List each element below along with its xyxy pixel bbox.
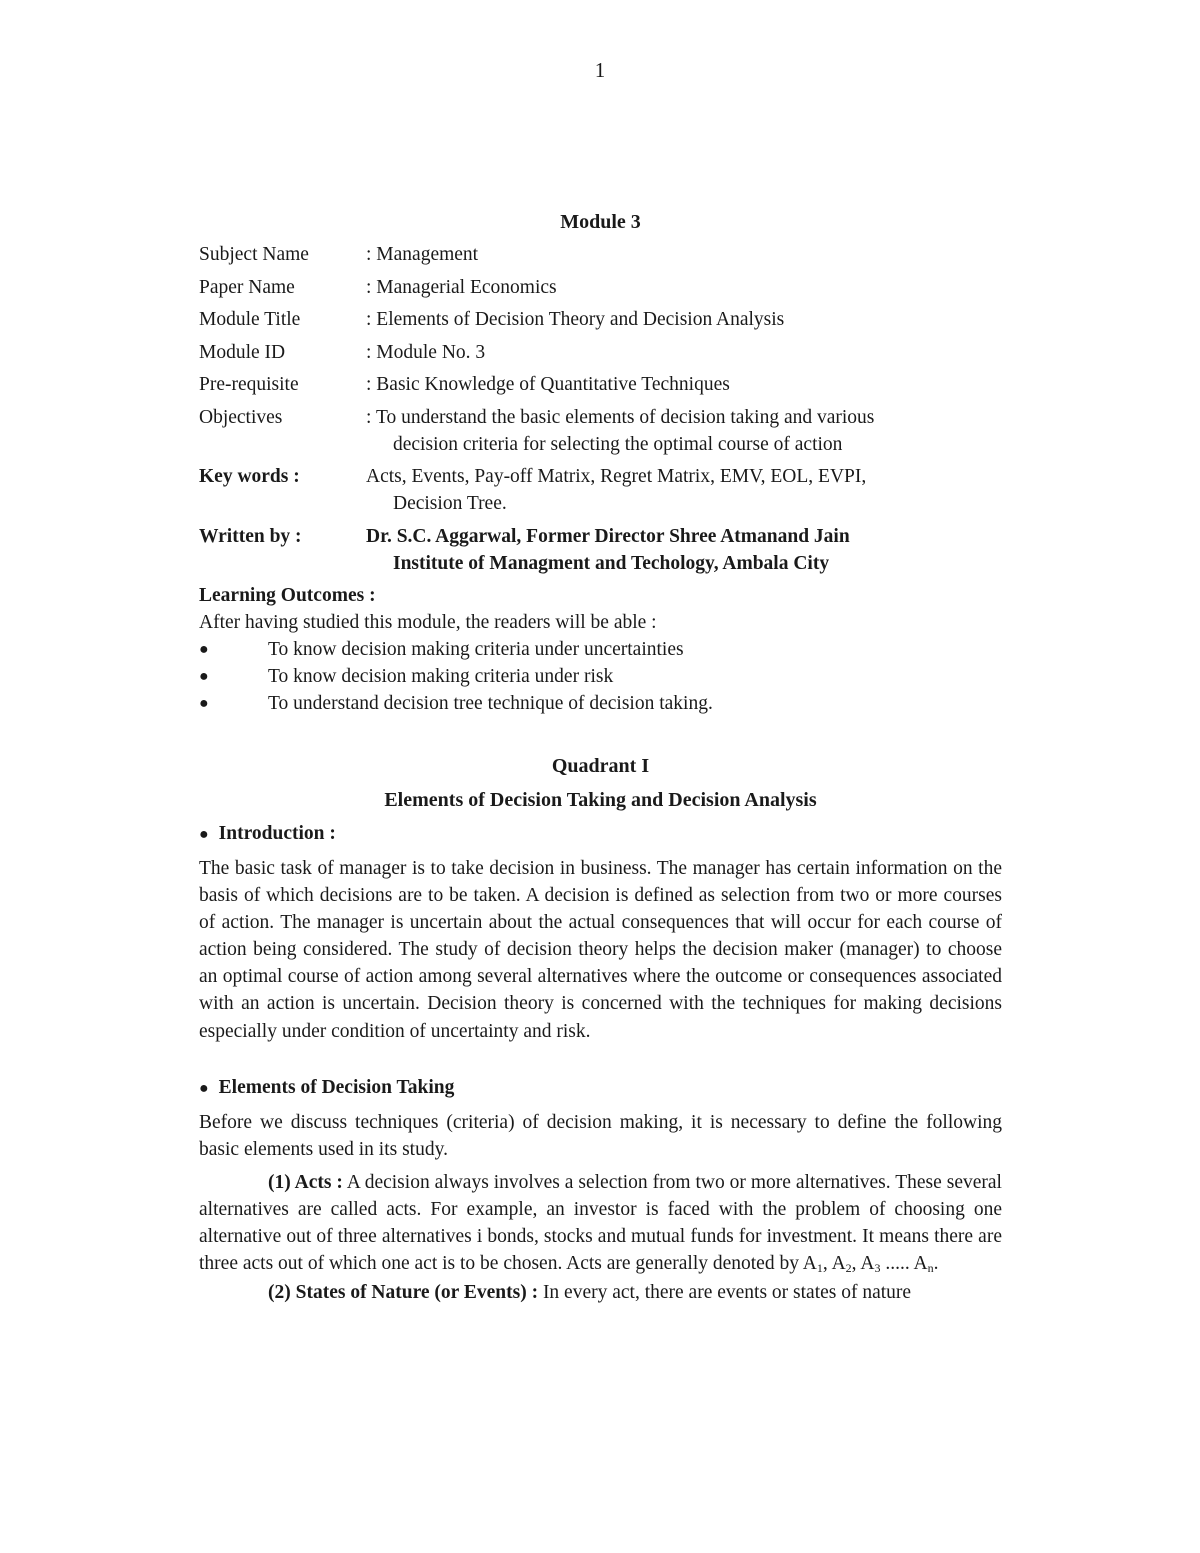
- acts-label: (1) Acts :: [268, 1171, 343, 1193]
- meta-value: : Module No. 3: [366, 341, 486, 363]
- author-value-wrap: [366, 523, 1002, 577]
- meta-row-keywords: [199, 463, 1002, 517]
- meta-row-author: [199, 523, 1002, 577]
- elements-heading: [199, 1074, 1002, 1103]
- module-meta: [199, 241, 1002, 577]
- bullet-icon: ●: [199, 695, 209, 712]
- acts-ellipsis: .....: [885, 1253, 910, 1275]
- bullet-icon: ●: [199, 668, 209, 685]
- module-heading: Module 3: [560, 211, 641, 233]
- learning-outcomes-list: [199, 636, 1002, 717]
- meta-value: : Basic Knowledge of Quantitative Techniques: [366, 374, 730, 395]
- meta-row-objectives: [199, 404, 1002, 458]
- list-item-text: To know decision making criteria under risk: [268, 666, 614, 687]
- meta-label: Paper Name: [199, 276, 295, 298]
- document-body: [199, 209, 1002, 1306]
- meta-label: Pre-requisite: [199, 374, 299, 395]
- meta-value: : Management: [366, 244, 479, 265]
- learning-outcomes-heading: Learning Outcomes :: [199, 585, 376, 606]
- states-text: In every act, there are events or states of nature: [542, 1282, 912, 1304]
- list-item-text: To understand decision tree technique of decision taking.: [268, 693, 713, 714]
- states-paragraph: [199, 1279, 1002, 1306]
- meta-label: Module ID: [199, 341, 286, 363]
- meta-row-subject: [199, 241, 1002, 268]
- acts-symbol: A: [831, 1253, 846, 1275]
- page-number: 1: [594, 58, 606, 82]
- author-label: Written by :: [199, 525, 302, 547]
- acts-subscript: 1: [816, 1261, 823, 1276]
- acts-symbol: A: [860, 1253, 875, 1275]
- elements-intro-paragraph: Before we discuss techniques (criteria) of decision making, it is necessary to define the following basic elements used in its study.: [199, 1111, 1002, 1160]
- meta-row-prerequisite: [199, 371, 1002, 398]
- keywords-value: Acts, Events, Pay-off Matrix, Regret Matrix, EMV, EOL, EVPI,: [366, 466, 867, 487]
- acts-notation: $A_1$, $A_2$, $A_3$ ..... $A_n$.: [802, 1253, 939, 1276]
- keywords-value-wrap: [366, 463, 1002, 517]
- acts-symbol: A: [913, 1253, 928, 1275]
- keywords-label: Key words :: [199, 466, 300, 487]
- list-item-text: To know decision making criteria under uncertainties: [268, 639, 684, 660]
- author-value-continued: Institute of Managment and Techology, Ambala City: [393, 552, 830, 574]
- list-item: [199, 663, 1002, 690]
- states-label: (2) States of Nature (or Events) :: [268, 1282, 539, 1304]
- introduction-paragraph: The basic task of manager is to take decision in business. The manager has certain information on the basis of which decisions are to be taken. A decision is defined as selection from two or more courses of action. The manager is uncertain about the actual consequences that will occur for each course of action being considered. The study of decision theory helps the decision maker (manager) to choose an optimal course of action among several alternatives where the outcome or consequences associated with an action is uncertain. Decision theory is concerned with the techniques for making decisions especially under condition of uncertainty and risk.: [199, 858, 1002, 1042]
- meta-value: : Elements of Decision Theory and Decision Analysis: [366, 309, 785, 330]
- meta-row-title: [199, 306, 1002, 333]
- list-item: [199, 690, 1002, 717]
- list-item: [199, 636, 1002, 663]
- meta-row-id: [199, 339, 1002, 366]
- keywords-value-continued: Decision Tree.: [393, 493, 507, 514]
- acts-subscript: 2: [845, 1261, 852, 1276]
- meta-label: Objectives: [199, 406, 283, 428]
- meta-value: : Managerial Economics: [366, 276, 557, 298]
- bullet-icon: ●: [199, 1079, 209, 1097]
- acts-subscript: n: [927, 1261, 934, 1276]
- learning-outcomes-intro: After having studied this module, the readers will be able :: [199, 612, 657, 633]
- meta-label: Subject Name: [199, 244, 309, 265]
- meta-value-continued: decision criteria for selecting the optimal course of action: [393, 433, 843, 455]
- introduction-heading: [199, 820, 1002, 849]
- author-value: Dr. S.C. Aggarwal, Former Director Shree Atmanand Jain: [366, 525, 850, 547]
- elements-heading-text: Elements of Decision Taking: [218, 1076, 455, 1098]
- meta-value-wrap: [366, 404, 1002, 458]
- acts-symbol: A: [802, 1253, 817, 1275]
- meta-label: Module Title: [199, 309, 301, 330]
- acts-paragraph: [199, 1169, 1002, 1277]
- meta-value: : To understand the basic elements of decision taking and various: [366, 406, 875, 428]
- acts-text: A decision always involves a selection from two or more alternatives. These several alternatives are called acts. For example, an investor is faced with the problem of choosing one alternative out of three alternatives i bonds, stocks and mutual funds for investment. It means there are three acts out of which one act is to be chosen. Acts are generally denoted by: [199, 1171, 1002, 1275]
- quadrant-subtitle: Elements of Decision Taking and Decision Analysis: [384, 789, 817, 811]
- bullet-icon: ●: [199, 826, 209, 843]
- introduction-heading-text: Introduction :: [218, 823, 336, 844]
- meta-row-paper: [199, 274, 1002, 301]
- acts-subscript: 3: [874, 1261, 881, 1276]
- bullet-icon: ●: [199, 641, 209, 658]
- quadrant-title: Quadrant I: [551, 755, 650, 777]
